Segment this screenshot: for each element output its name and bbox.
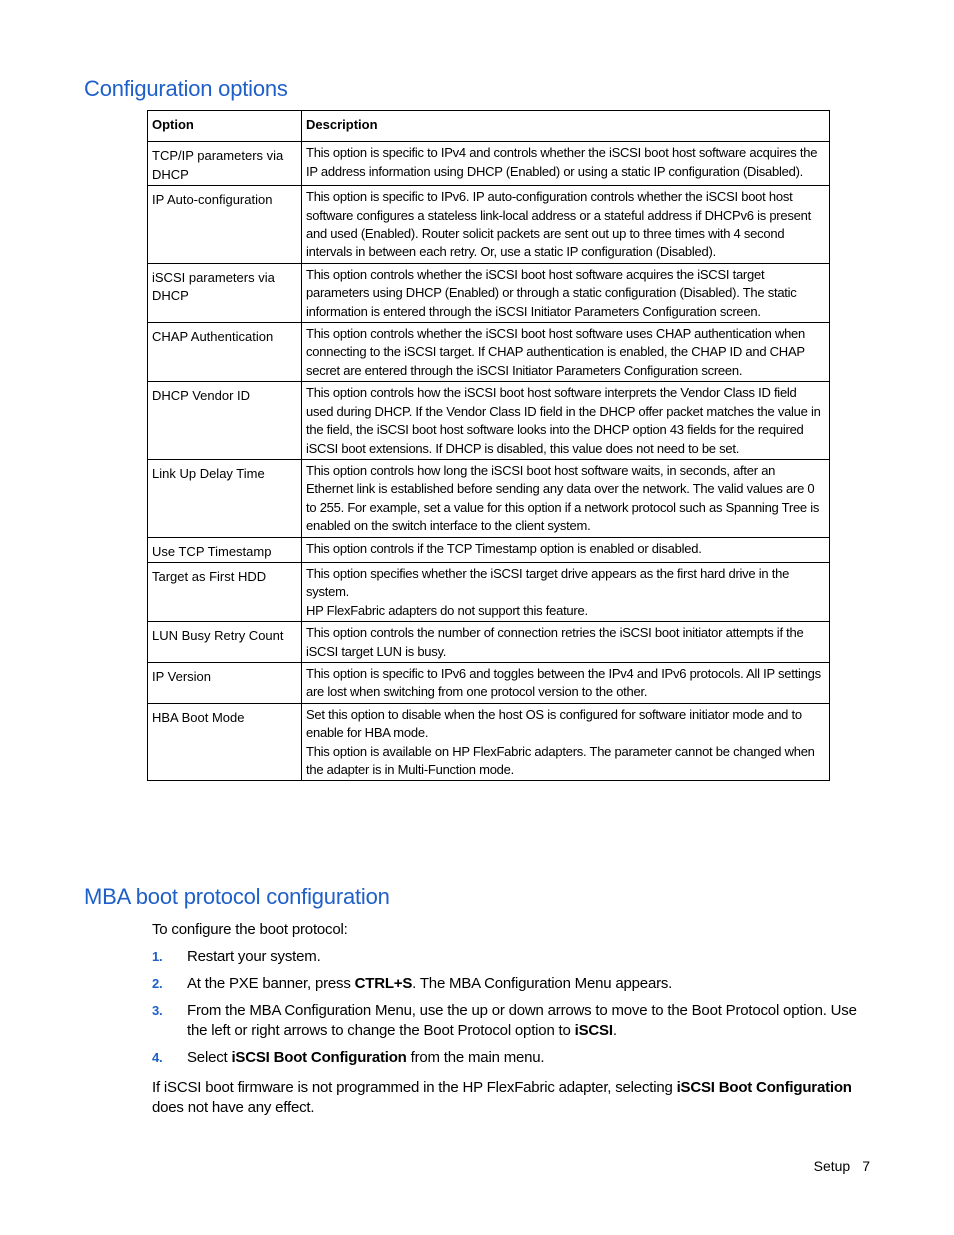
option-description: This option specifies whether the iSCSI target drive appears as the first hard drive in the system. HP FlexFabric adapters do not support this feature.	[302, 562, 830, 621]
table-row	[148, 662, 830, 703]
configuration-options-heading: Configuration options	[84, 76, 288, 101]
table-row	[148, 459, 830, 537]
procedure-step	[152, 1048, 872, 1068]
table-header-row	[148, 111, 830, 142]
option-name: IP Version	[148, 662, 302, 703]
option-description: This option controls if the TCP Timestamp option is enabled or disabled.	[302, 537, 830, 562]
step-number: 1.	[152, 949, 163, 964]
procedure-intro: To configure the boot protocol:	[152, 921, 348, 938]
note-text-end: does not have any effect.	[152, 1099, 315, 1116]
procedure-step	[152, 974, 872, 994]
table-row	[148, 622, 830, 663]
procedure-step	[152, 947, 872, 967]
note-menu-item: iSCSI Boot Configuration	[676, 1079, 852, 1096]
table-row	[148, 537, 830, 562]
option-name: Target as First HDD	[148, 562, 302, 621]
step-menu-item: iSCSI Boot Configuration	[231, 1049, 407, 1066]
option-name: Link Up Delay Time	[148, 459, 302, 537]
step-option-value: iSCSI	[574, 1022, 613, 1039]
step-text: At the PXE banner, press	[187, 975, 355, 992]
option-description: This option controls whether the iSCSI boot host software uses CHAP authentication when connecting to the iSCSI target. If CHAP authentication is enabled, the CHAP ID and CHAP secret are entered through the iSCSI Initiator Parameters Configuration screen.	[302, 323, 830, 382]
option-description: Set this option to disable when the host OS is configured for software initiator mode and to enable for HBA mode. This option is available on HP FlexFabric adapters. The parameter cannot be changed when the adapter is in Multi-Function mode.	[302, 703, 830, 781]
mba-boot-protocol-heading: MBA boot protocol configuration	[84, 884, 390, 909]
option-description: This option controls whether the iSCSI boot host software acquires the iSCSI target parameters using DHCP (Enabled) or through a static configuration (Disabled). The static information is entered through the iSCSI Initiator Parameters Configuration screen.	[302, 263, 830, 322]
option-description: This option is specific to IPv4 and controls whether the iSCSI boot host software acquires the IP address information using DHCP (Enabled) or using a static IP configuration (Disabled).	[302, 142, 830, 186]
step-text-end: .	[612, 1022, 617, 1039]
header-option: Option	[148, 111, 302, 142]
procedure-steps	[152, 947, 872, 1075]
table-row	[148, 323, 830, 382]
step-number: 4.	[152, 1050, 163, 1065]
option-description: This option controls how the iSCSI boot host software interprets the Vendor Class ID field used during DHCP. If the Vendor Class ID field in the DHCP offer packet matches the value in the field, the iSCSI boot host software looks into the DHCP option 43 fields for the required iSCSI boot extensions. If DHCP is disabled, this value does not need to be set.	[302, 382, 830, 460]
step-text-end: . The MBA Configuration Menu appears.	[412, 975, 673, 992]
table-row	[148, 186, 830, 264]
option-description: This option controls how long the iSCSI boot host software waits, in seconds, after an Ethernet link is established before sending any data over the network. The valid values are 0 to 255. For example, set a value for this option if a network protocol such as Spanning Tree is enabled on the switch interface to the client system.	[302, 459, 830, 537]
step-text: Restart your system.	[187, 948, 321, 965]
option-name: LUN Busy Retry Count	[148, 622, 302, 663]
option-description: This option is specific to IPv6. IP auto-configuration controls whether the iSCSI boot host software configures a stateless link-local address or a stateful address if DHCPv6 is present and used (Enabled). Router solicit packets are sent out up to three times with 4 second intervals in between each retry. Or, use a static IP configuration (Disabled).	[302, 186, 830, 264]
table-row	[148, 382, 830, 460]
step-text: From the MBA Configuration Menu, use the up or down arrows to move to the Boot Protocol option. Use the left or right arrows to change the Boot Protocol option to	[187, 1002, 857, 1039]
option-name: CHAP Authentication	[148, 323, 302, 382]
option-name: Use TCP Timestamp	[148, 537, 302, 562]
configuration-options-table	[147, 110, 830, 781]
header-description: Description	[302, 111, 830, 142]
step-text: Select	[187, 1049, 232, 1066]
footer-section: Setup	[813, 1158, 851, 1174]
option-name: DHCP Vendor ID	[148, 382, 302, 460]
table-row	[148, 263, 830, 322]
option-description: This option controls the number of connection retries the iSCSI boot initiator attempts if the iSCSI target LUN is busy.	[302, 622, 830, 663]
table-row	[148, 142, 830, 186]
procedure-note	[152, 1078, 872, 1118]
step-number: 3.	[152, 1003, 163, 1018]
note-text: If iSCSI boot firmware is not programmed in the HP FlexFabric adapter, selecting	[152, 1079, 677, 1096]
step-number: 2.	[152, 976, 163, 991]
option-name: IP Auto-configuration	[148, 186, 302, 264]
option-name: iSCSI parameters via DHCP	[148, 263, 302, 322]
step-text-end: from the main menu.	[406, 1049, 545, 1066]
procedure-step	[152, 1001, 872, 1041]
step-key-combo: CTRL+S	[354, 975, 413, 992]
page-footer	[814, 1158, 870, 1174]
option-name: HBA Boot Mode	[148, 703, 302, 781]
table-row	[148, 703, 830, 781]
table-row	[148, 562, 830, 621]
option-description: This option is specific to IPv6 and toggles between the IPv4 and IPv6 protocols. All IP settings are lost when switching from one protocol version to the other.	[302, 662, 830, 703]
page-number: 7	[862, 1158, 870, 1174]
option-name: TCP/IP parameters via DHCP	[148, 142, 302, 186]
